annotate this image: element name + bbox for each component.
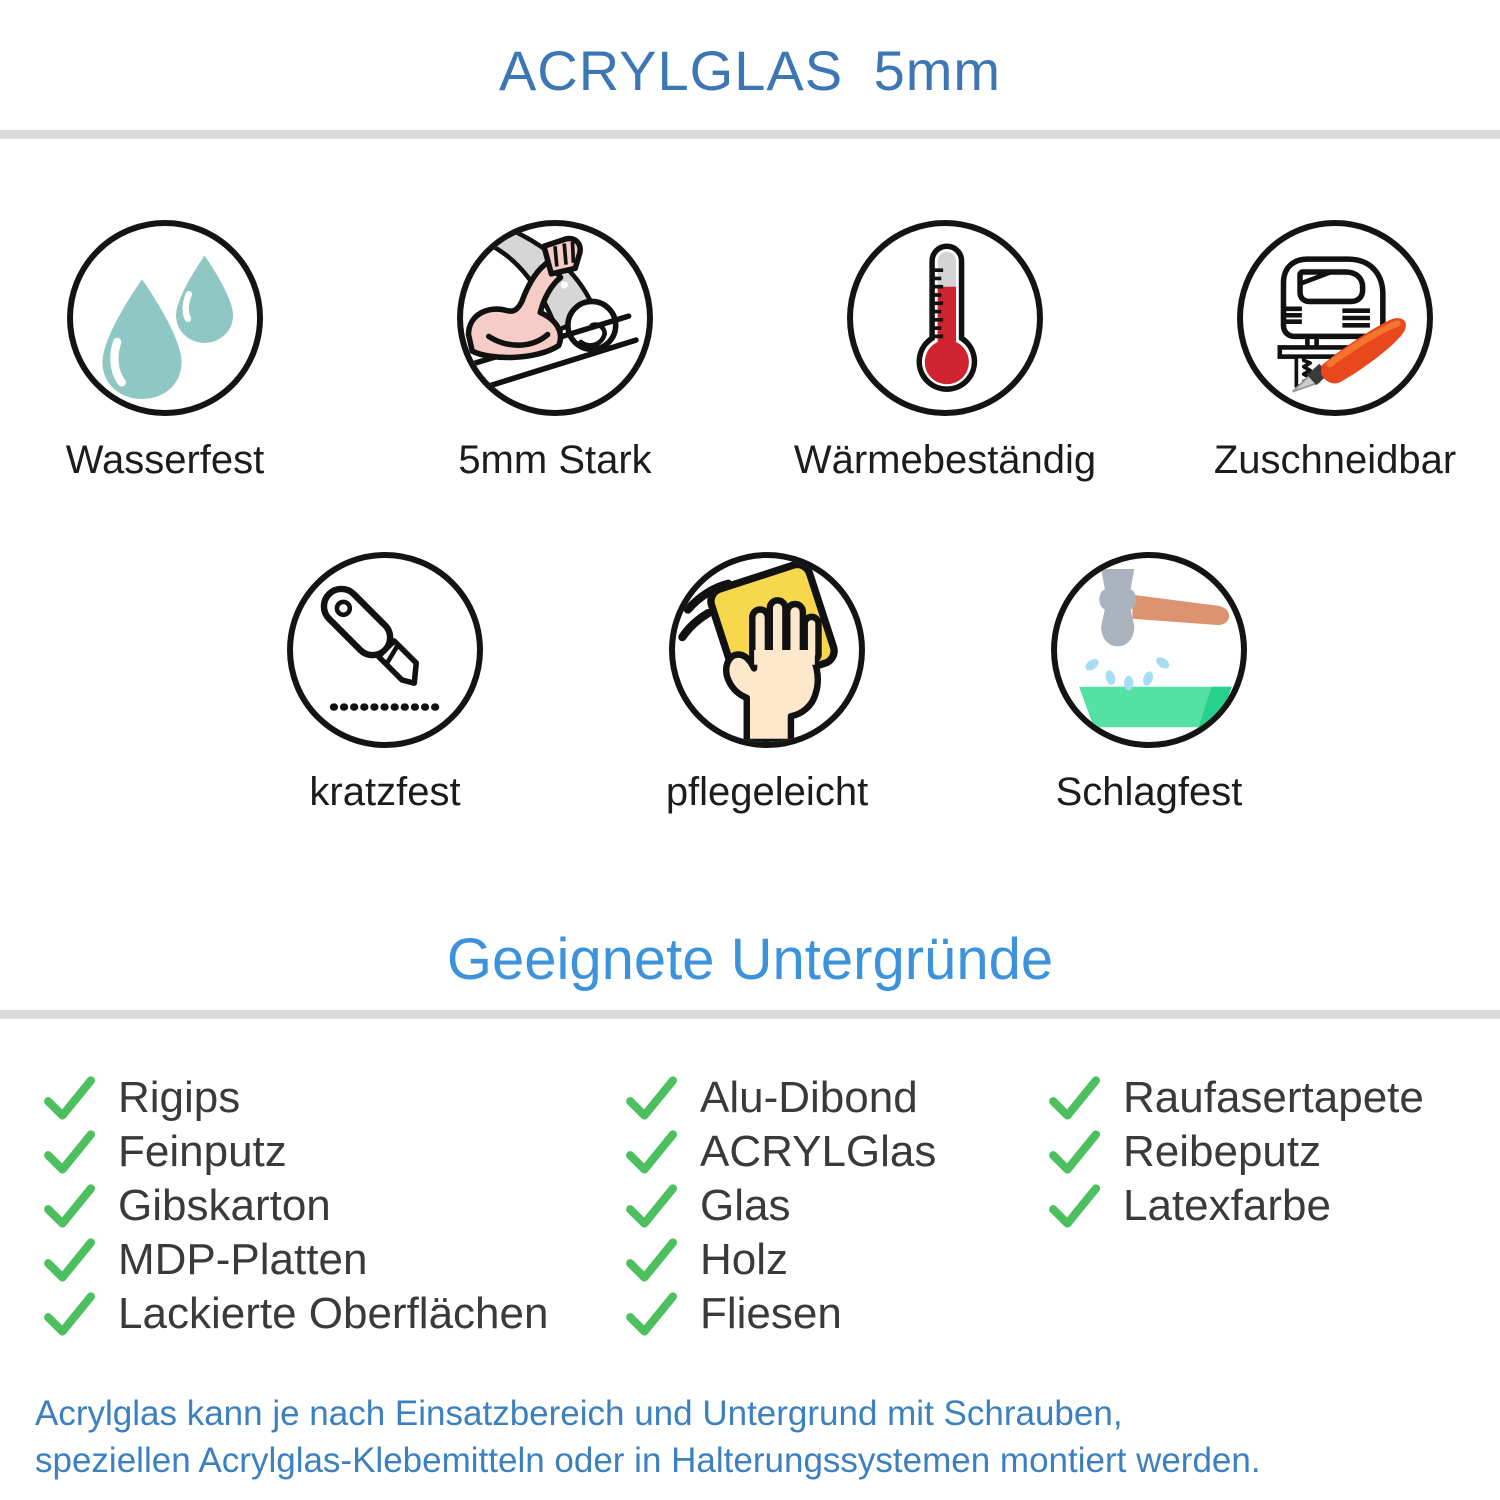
- feature-waermebestaendig: [780, 220, 1110, 484]
- feature-label: Wärmebeständig: [793, 438, 1097, 482]
- list-item: [622, 1125, 936, 1179]
- check-icon: [1045, 1129, 1103, 1175]
- check-icon: [622, 1237, 680, 1283]
- list-item: [1045, 1125, 1424, 1179]
- check-icon: [40, 1291, 98, 1337]
- list-item: [622, 1179, 936, 1233]
- feature-row-1: [0, 220, 1500, 484]
- feature-circle: [287, 552, 483, 748]
- list-item: [40, 1287, 548, 1341]
- feature-5mm-stark: [390, 220, 720, 484]
- list-item: [1045, 1179, 1424, 1233]
- feature-circle: [669, 552, 865, 748]
- jigsaw-icon: [1243, 226, 1427, 410]
- list-item: [1045, 1071, 1424, 1125]
- footer-note: [35, 1390, 1495, 1484]
- water-drops-icon: [73, 226, 257, 410]
- feature-circle: [67, 220, 263, 416]
- footer-line-1: Acrylglas kann je nach Einsatzbereich und Untergrund mit Schrauben,: [35, 1394, 1123, 1433]
- feature-label: Zuschneidbar: [1213, 438, 1457, 482]
- feature-circle: [1051, 552, 1247, 748]
- substrate-column-3: [1045, 1071, 1424, 1233]
- substrate-label: Lackierte Oberflächen: [118, 1289, 549, 1338]
- wiping-hand-icon: [675, 558, 859, 742]
- feature-label: pflegeleicht: [665, 770, 869, 814]
- substrate-column-1: [40, 1071, 548, 1341]
- substrate-label: Fliesen: [700, 1289, 842, 1338]
- check-icon: [40, 1075, 98, 1121]
- list-item: [622, 1233, 936, 1287]
- check-icon: [622, 1183, 680, 1229]
- divider-section: [0, 1010, 1500, 1019]
- muscle-arm-icon: [463, 226, 647, 410]
- feature-wasserfest: [0, 220, 330, 484]
- feature-circle: [847, 220, 1043, 416]
- substrate-label: Glas: [700, 1181, 791, 1230]
- check-icon: [622, 1075, 680, 1121]
- feature-label: Schlagfest: [1055, 770, 1243, 814]
- substrate-label: Alu-Dibond: [700, 1073, 918, 1122]
- feature-label: 5mm Stark: [458, 438, 652, 482]
- substrate-label: ACRYLGlas: [700, 1127, 937, 1176]
- check-icon: [1045, 1183, 1103, 1229]
- feature-kratzfest: [220, 552, 550, 816]
- utility-knife-icon: [293, 558, 477, 742]
- check-icon: [1045, 1075, 1103, 1121]
- list-item: [40, 1179, 548, 1233]
- check-icon: [622, 1129, 680, 1175]
- hammer-icon: [1057, 558, 1241, 742]
- feature-label: kratzfest: [309, 770, 461, 814]
- check-icon: [40, 1237, 98, 1283]
- substrate-label: Gibskarton: [118, 1181, 331, 1230]
- footer-line-2: speziellen Acrylglas-Klebemitteln oder in Halterungssystemen montiert werden.: [35, 1441, 1261, 1480]
- list-item: [40, 1233, 548, 1287]
- list-item: [40, 1071, 548, 1125]
- section-title-untergruende: Geeignete Untergründe: [446, 927, 1054, 992]
- feature-label: Wasserfest: [65, 438, 265, 482]
- substrate-column-2: [622, 1071, 936, 1341]
- check-icon: [622, 1291, 680, 1337]
- list-item: [622, 1071, 936, 1125]
- feature-schlagfest: [984, 552, 1314, 816]
- page-title: ACRYLGLAS 5mm: [498, 39, 1002, 102]
- list-item: [622, 1287, 936, 1341]
- list-item: [40, 1125, 548, 1179]
- check-icon: [40, 1129, 98, 1175]
- check-icon: [40, 1183, 98, 1229]
- feature-circle: [1237, 220, 1433, 416]
- feature-pflegeleicht: [602, 552, 932, 816]
- substrate-label: Holz: [700, 1235, 789, 1284]
- thermometer-icon: [853, 226, 1037, 410]
- substrate-label: MDP-Platten: [118, 1235, 368, 1284]
- substrate-label: Latexfarbe: [1123, 1181, 1331, 1230]
- substrate-label: Raufasertapete: [1123, 1073, 1424, 1122]
- feature-zuschneidbar: [1170, 220, 1500, 484]
- substrate-label: Rigips: [118, 1073, 241, 1122]
- divider-top: [0, 130, 1500, 139]
- substrate-label: Reibeputz: [1123, 1127, 1322, 1176]
- feature-circle: [457, 220, 653, 416]
- feature-row-2: [220, 552, 1314, 816]
- substrate-label: Feinputz: [118, 1127, 287, 1176]
